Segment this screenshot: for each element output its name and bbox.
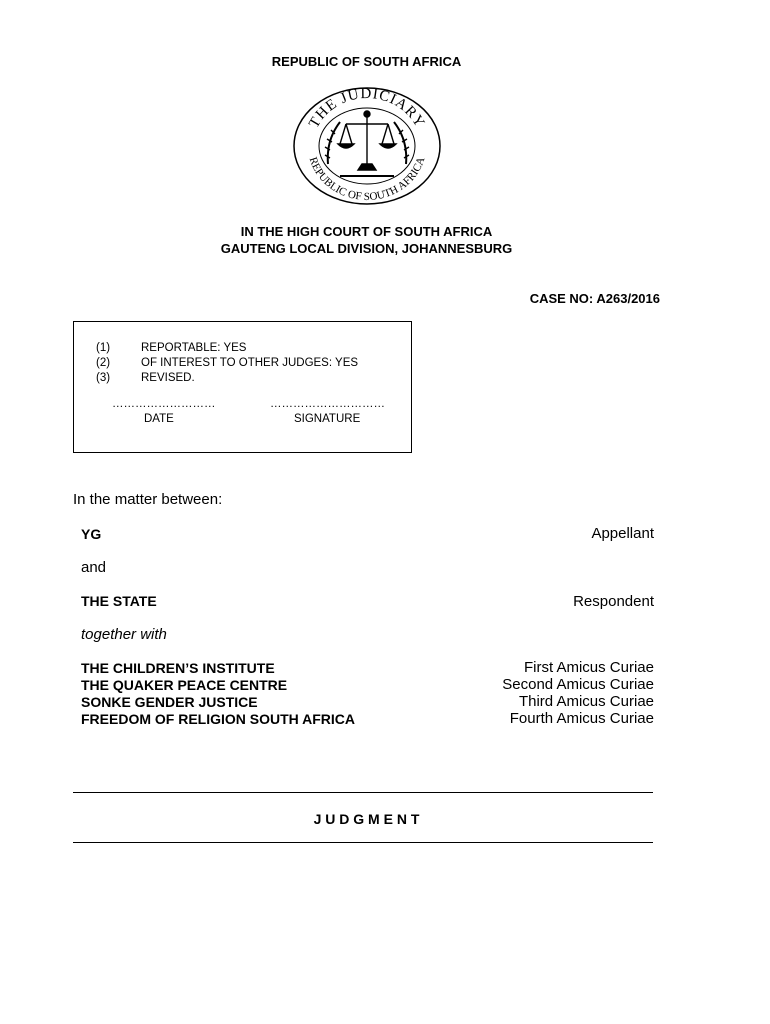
- respondent-role: Respondent: [573, 593, 654, 610]
- amicus-role: Fourth Amicus Curiae: [509, 710, 654, 727]
- signature-dots: …………………………: [270, 398, 385, 410]
- date-label: DATE: [144, 413, 174, 425]
- amicus-role: Third Amicus Curiae: [518, 693, 654, 710]
- amicus-role: First Amicus Curiae: [523, 659, 654, 676]
- court-name: IN THE HIGH COURT OF SOUTH AFRICA: [240, 224, 493, 239]
- seal-top-text: THE JUDICIARY: [306, 85, 428, 131]
- signature-label: SIGNATURE: [294, 413, 361, 425]
- box-item-text: OF INTEREST TO OTHER JUDGES: YES: [141, 357, 359, 369]
- top-divider: [73, 792, 653, 793]
- box-item-num: (1): [96, 342, 111, 354]
- scales-of-justice-icon: [325, 111, 409, 176]
- amicus-role: Second Amicus Curiae: [502, 676, 654, 693]
- box-item-text: REPORTABLE: YES: [141, 342, 247, 354]
- case-number: CASE NO: A263/2016: [529, 291, 660, 306]
- box-item-num: (2): [96, 357, 111, 369]
- reportable-box: [73, 321, 412, 453]
- amicus-name: THE CHILDREN’S INSTITUTE: [81, 660, 275, 676]
- matter-intro: In the matter between:: [73, 491, 223, 508]
- judiciary-seal: [290, 84, 444, 206]
- date-dots: ………………………: [112, 398, 216, 410]
- seal-bottom-text: REPUBLIC OF SOUTH AFRICA: [306, 155, 428, 204]
- amicus-name: SONKE GENDER JUSTICE: [81, 694, 258, 710]
- box-item-text: REVISED.: [141, 372, 195, 384]
- court-division: GAUTENG LOCAL DIVISION, JOHANNESBURG: [220, 241, 513, 256]
- box-item-num: (3): [96, 372, 111, 384]
- amicus-name: THE QUAKER PEACE CENTRE: [81, 677, 288, 693]
- republic-heading: REPUBLIC OF SOUTH AFRICA: [271, 54, 462, 69]
- appellant-name: YG: [81, 526, 102, 542]
- together-with: together with: [81, 626, 167, 643]
- respondent-name: THE STATE: [81, 593, 157, 609]
- appellant-role: Appellant: [591, 525, 654, 542]
- amicus-name: FREEDOM OF RELIGION SOUTH AFRICA: [81, 711, 356, 727]
- bottom-divider: [73, 842, 653, 843]
- and-text: and: [81, 559, 107, 576]
- judgment-title: J U D G M E N T: [313, 811, 420, 827]
